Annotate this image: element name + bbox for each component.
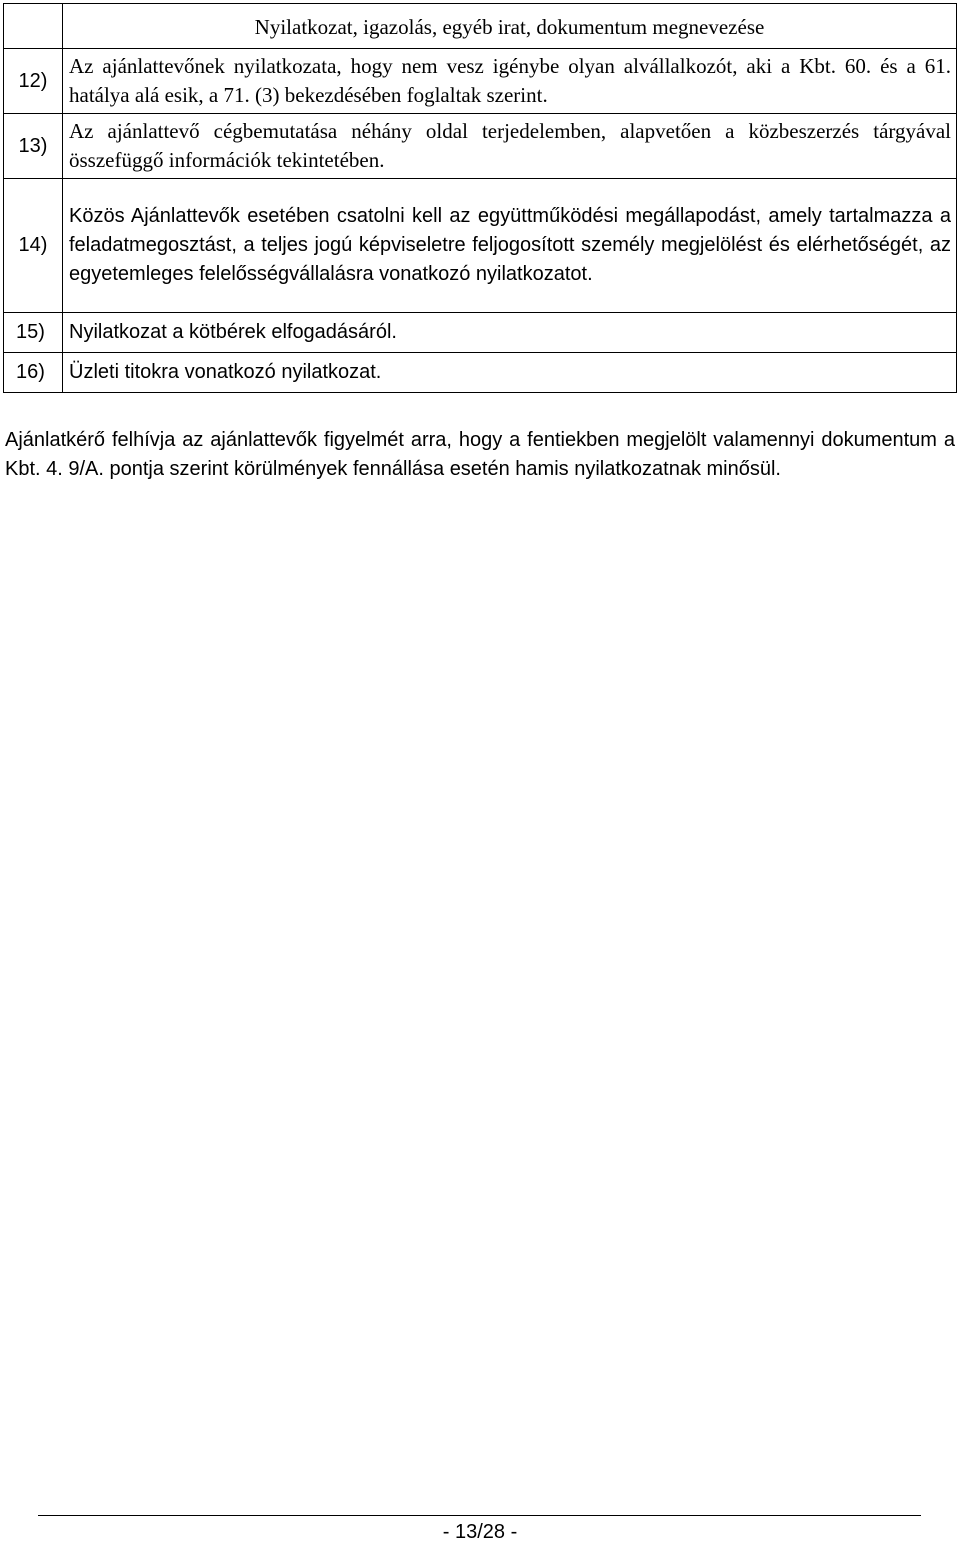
notice-paragraph: Ajánlatkérő felhívja az ajánlattevők figyelmét arra, hogy a fentiekben megjelölt valamennyi dokumentum a Kbt. 4. 9/A. pontja szerint körülmények fennállása esetén hamis nyilatkozatnak minősül. [5,429,955,480]
table-header-row [4,4,957,49]
documents-table [3,3,957,393]
page-number: - 13/28 - [442,1521,518,1543]
header-number-cell [4,4,63,49]
table-row [4,313,957,353]
table-header: Nyilatkozat, igazolás, egyéb irat, dokumentum megnevezése [63,4,957,49]
row-number: 12) [4,49,63,114]
row-text: Az ajánlattevő cégbemutatása néhány oldal terjedelemben, alapvetően a közbeszerzés tárgyával összefüggő információk tekintetében. [63,114,957,179]
table-row [4,179,957,313]
row-text: Az ajánlattevőnek nyilatkozata, hogy nem vesz igénybe olyan alvállalkozót, aki a Kbt. 60. és a 61. hatálya alá esik, a 71. (3) bekezdésében foglaltak szerint. [63,49,957,114]
row-number: 16) [4,353,63,393]
row-number: 14) [4,179,63,313]
row-text: Nyilatkozat a kötbérek elfogadásáról. [63,313,957,353]
row-text: Közös Ajánlattevők esetében csatolni kell az együttműködési megállapodást, amely tartalmazza a feladatmegosztást, a teljes jogú képviseletre feljogosított személy megjelölést és elérhetőségét, az egyetemleges felelősségvállalásra vonatkozó nyilatkozatot. [63,179,957,313]
table-row [4,114,957,179]
row-number: 15) [4,313,63,353]
table-row [4,49,957,114]
row-number: 13) [4,114,63,179]
footer-divider [38,1515,921,1516]
table-row [4,353,957,393]
row-text: Üzleti titokra vonatkozó nyilatkozat. [63,353,957,393]
